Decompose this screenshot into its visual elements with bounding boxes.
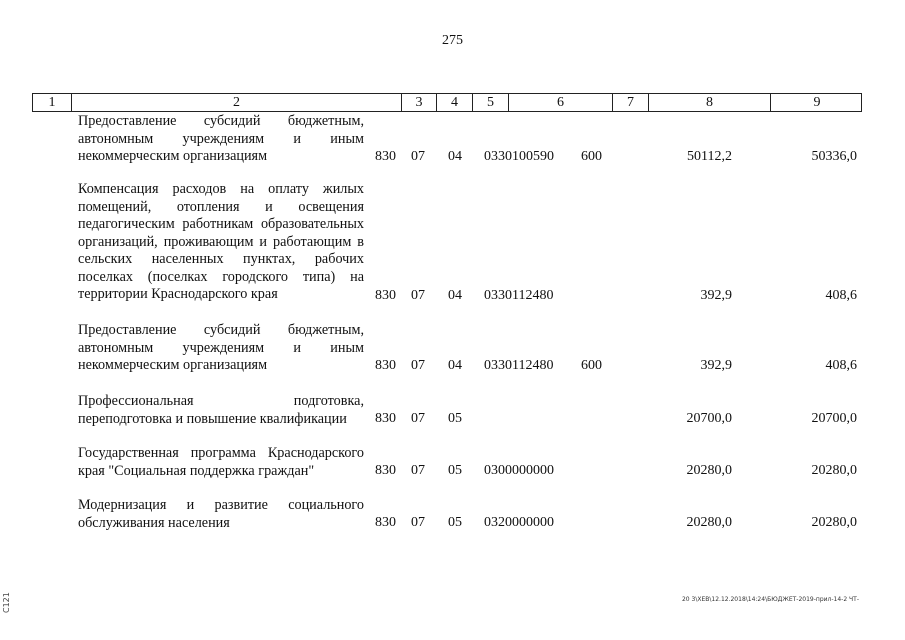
header-col-3: 3 bbox=[401, 94, 436, 111]
row-col-3: 830 bbox=[375, 515, 396, 530]
row-col-6: 0330100590 bbox=[484, 149, 554, 164]
row-description: Компенсация расходов на оплату жилых помещений, отопления и освещения педагогическим работникам образовательных организаций, проживающим и работающим в сельских населенных пунктах, рабочих поселках (поселках городского типа) на территории Краснодарского края bbox=[78, 181, 364, 302]
row-col-4: 07 bbox=[411, 515, 425, 530]
row-col-6: 0330112480 bbox=[484, 288, 554, 303]
row-col-7: 600 bbox=[581, 358, 602, 373]
row-col-3: 830 bbox=[375, 463, 396, 478]
row-col-8: 20280,0 bbox=[686, 515, 732, 530]
side-margin-mark: С121 bbox=[2, 592, 11, 614]
row-col-9: 50336,0 bbox=[811, 149, 857, 164]
header-col-7: 7 bbox=[612, 94, 648, 111]
row-col-6: 0320000000 bbox=[484, 515, 554, 530]
row-col-3: 830 bbox=[375, 411, 396, 426]
row-col-4: 07 bbox=[411, 411, 425, 426]
table-header-row bbox=[32, 93, 862, 112]
header-col-8: 8 bbox=[648, 94, 770, 111]
header-col-1: 1 bbox=[48, 95, 56, 110]
row-description: Предоставление субсидий бюджетным, автономным учреждениям и иным некоммерческим организациям bbox=[78, 322, 364, 373]
row-col-5: 05 bbox=[448, 463, 462, 478]
row-description: Государственная программа Краснодарского края "Социальная поддержка граждан" bbox=[78, 445, 364, 479]
row-col-5: 04 bbox=[448, 149, 462, 164]
row-col-5: 05 bbox=[448, 411, 462, 426]
row-col-9: 408,6 bbox=[825, 358, 857, 373]
row-col-8: 20280,0 bbox=[686, 463, 732, 478]
row-col-8: 20700,0 bbox=[686, 411, 732, 426]
page-number: 275 bbox=[442, 33, 463, 48]
row-col-4: 07 bbox=[411, 149, 425, 164]
row-description: Модернизация и развитие социального обслуживания населения bbox=[78, 497, 364, 531]
row-col-6: 0330112480 bbox=[484, 358, 554, 373]
header-col-9: 9 bbox=[770, 94, 863, 111]
header-col-2: 2 bbox=[71, 94, 401, 111]
row-col-5: 04 bbox=[448, 358, 462, 373]
row-col-9: 408,6 bbox=[825, 288, 857, 303]
document-footer: 20 3\ХЕВ\12.12.2018\14:24\БЮДЖЕТ-2019-прил-14-2 ЧТ- bbox=[681, 596, 859, 603]
row-description: Профессиональная подготовка, переподготовка и повышение квалификации bbox=[78, 393, 364, 427]
row-col-4: 07 bbox=[411, 358, 425, 373]
row-col-3: 830 bbox=[375, 149, 396, 164]
header-col-6: 6 bbox=[508, 94, 612, 111]
row-col-8: 50112,2 bbox=[687, 149, 732, 164]
header-col-4: 4 bbox=[436, 94, 472, 111]
row-description: Предоставление субсидий бюджетным, автономным учреждениям и иным некоммерческим организациям bbox=[78, 113, 364, 164]
row-col-6: 0300000000 bbox=[484, 463, 554, 478]
row-col-8: 392,9 bbox=[700, 358, 732, 373]
row-col-9: 20280,0 bbox=[811, 463, 857, 478]
row-col-5: 04 bbox=[448, 288, 462, 303]
row-col-7: 600 bbox=[581, 149, 602, 164]
row-col-4: 07 bbox=[411, 463, 425, 478]
header-col-5: 5 bbox=[472, 94, 508, 111]
row-col-8: 392,9 bbox=[700, 288, 732, 303]
row-col-9: 20280,0 bbox=[811, 515, 857, 530]
row-col-9: 20700,0 bbox=[811, 411, 857, 426]
row-col-5: 05 bbox=[448, 515, 462, 530]
row-col-4: 07 bbox=[411, 288, 425, 303]
row-col-3: 830 bbox=[375, 288, 396, 303]
row-col-3: 830 bbox=[375, 358, 396, 373]
